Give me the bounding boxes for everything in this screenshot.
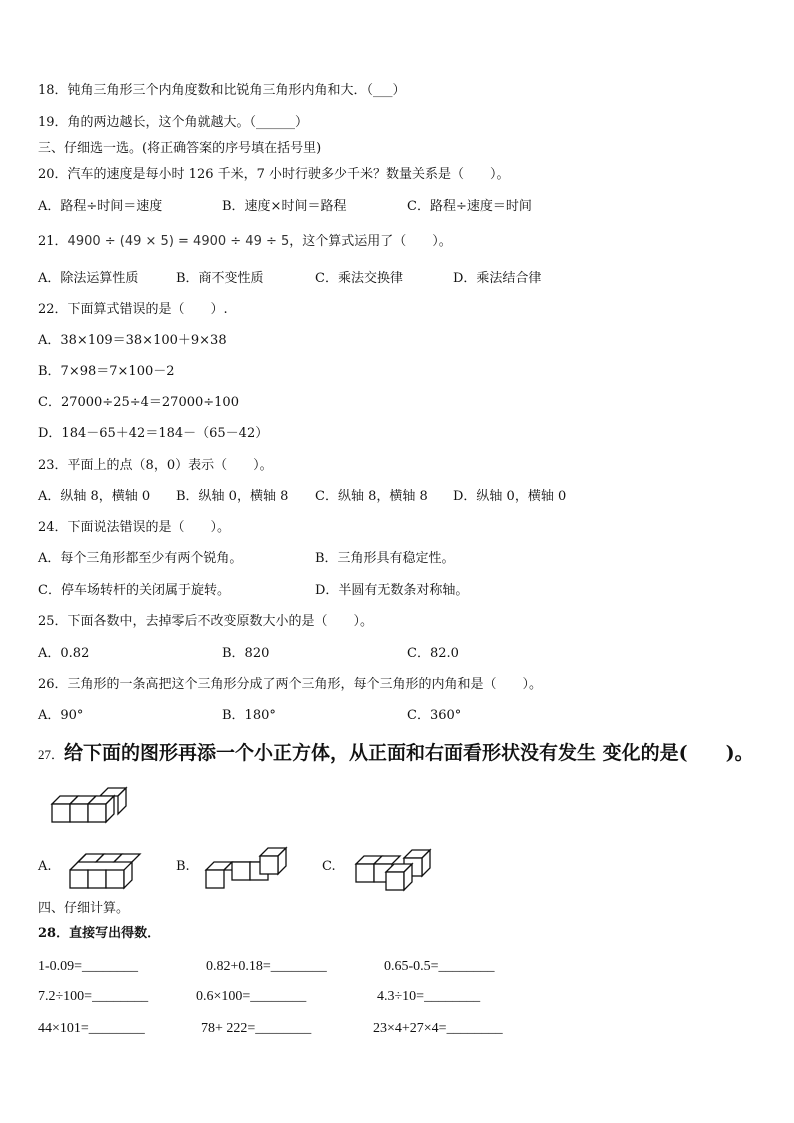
question-21-formula: 4900 ÷ (49 × 5) = 4900 ÷ 49 ÷ 5 [67,234,290,249]
question-22-option-b: B．7×98＝7×100－2 [38,364,175,379]
question-27-option-b-figure [202,846,292,892]
question-21-option-d: D．乘法结合律 [453,271,542,286]
question-20-stem: 20．汽车的速度是每小时 126 千米，7 小时行驶多少千米？数量关系是（ ）。 [38,167,510,182]
calc-item: 0.6×100=________ [196,989,307,1004]
question-20-option-b: B．速度×时间＝路程 [222,199,347,214]
question-25-option-b: B．820 [222,646,270,661]
question-23-option-d: D．纵轴 0，横轴 0 [453,489,567,504]
section-4-heading: 四、仔细计算。 [38,901,130,916]
question-27-stem [38,741,754,765]
question-23-option-a: A．纵轴 8，横轴 0 [38,489,151,504]
question-27-option-c: C. [322,859,336,874]
question-23-stem: 23．平面上的点（8，0）表示（ ）。 [38,458,273,473]
question-19: 19．角的两边越长，这个角就越大。（______） [38,115,309,130]
question-26-option-a: A．90° [38,708,84,723]
question-21-prefix: 21． [38,234,68,249]
question-20-option-c: C．路程÷速度＝时间 [407,199,532,214]
question-21-suffix: ，这个算式运用了（ ）。 [289,234,452,249]
question-24-option-d: D．半圆有无数条对称轴。 [315,583,469,598]
question-26-option-b: B．180° [222,708,276,723]
question-21-option-b: B．商不变性质 [176,271,264,286]
calc-item: 78+ 222=________ [201,1021,312,1036]
calc-item: 7.2÷100=________ [38,989,149,1004]
question-25-option-c: C．82.0 [407,646,459,661]
question-27-option-c-figure [352,846,436,894]
question-27-figure [48,784,130,826]
calc-item: 23×4+27×4=________ [373,1021,503,1036]
calc-item: 0.65-0.5=________ [384,959,495,974]
question-22-option-a: A．38×109＝38×100＋9×38 [38,333,227,348]
question-18: 18．钝角三角形三个内角度数和比锐角三角形内角和大．（___） [38,83,406,98]
question-20-option-a: A．路程÷时间＝速度 [38,199,163,214]
question-21-option-c: C．乘法交换律 [315,271,403,286]
question-22-option-c: C．27000÷25÷4＝27000÷100 [38,395,239,410]
question-22-option-d: D．184－65＋42＝184－（65－42） [38,426,269,441]
question-27-option-b: B. [176,859,190,874]
question-24-option-a: A．每个三角形都至少有两个锐角。 [38,551,243,566]
question-25-option-a: A．0.82 [38,646,90,661]
question-27-option-a-figure [66,848,146,892]
question-26-stem: 26．三角形的一条高把这个三角形分成了两个三角形，每个三角形的内角和是（ ）。 [38,677,543,692]
calc-item: 0.82+0.18=________ [206,959,327,974]
calc-item: 4.3÷10=________ [377,989,481,1004]
section-3-heading: 三、仔细选一选。(将正确答案的序号填在括号里) [38,141,322,156]
calc-item: 1-0.09=________ [38,959,139,974]
question-23-option-b: B．纵轴 0，横轴 8 [176,489,289,504]
question-24-option-b: B．三角形具有稳定性。 [315,551,455,566]
question-25-stem: 25．下面各数中，去掉零后不改变原数大小的是（ ）。 [38,614,374,629]
question-27-text: 给下面的图形再添一个小正方体，从正面和右面看形状没有发生 变化的是( )。 [64,742,754,764]
question-26-option-c: C．360° [407,708,462,723]
question-24-option-c: C．停车场转杆的关闭属于旋转。 [38,583,230,598]
question-21-option-a: A．除法运算性质 [38,271,139,286]
question-28-stem: 28．直接写出得数． [38,926,161,941]
question-24-stem: 24．下面说法错误的是（ ）。 [38,520,231,535]
question-23-option-c: C．纵轴 8，横轴 8 [315,489,428,504]
question-22-stem: 22．下面算式错误的是（ ）. [38,302,228,317]
calc-item: 44×101=________ [38,1021,145,1036]
question-27-option-a: A. [38,859,52,874]
question-21-stem [38,233,452,251]
question-27-prefix: 27． [38,747,65,762]
